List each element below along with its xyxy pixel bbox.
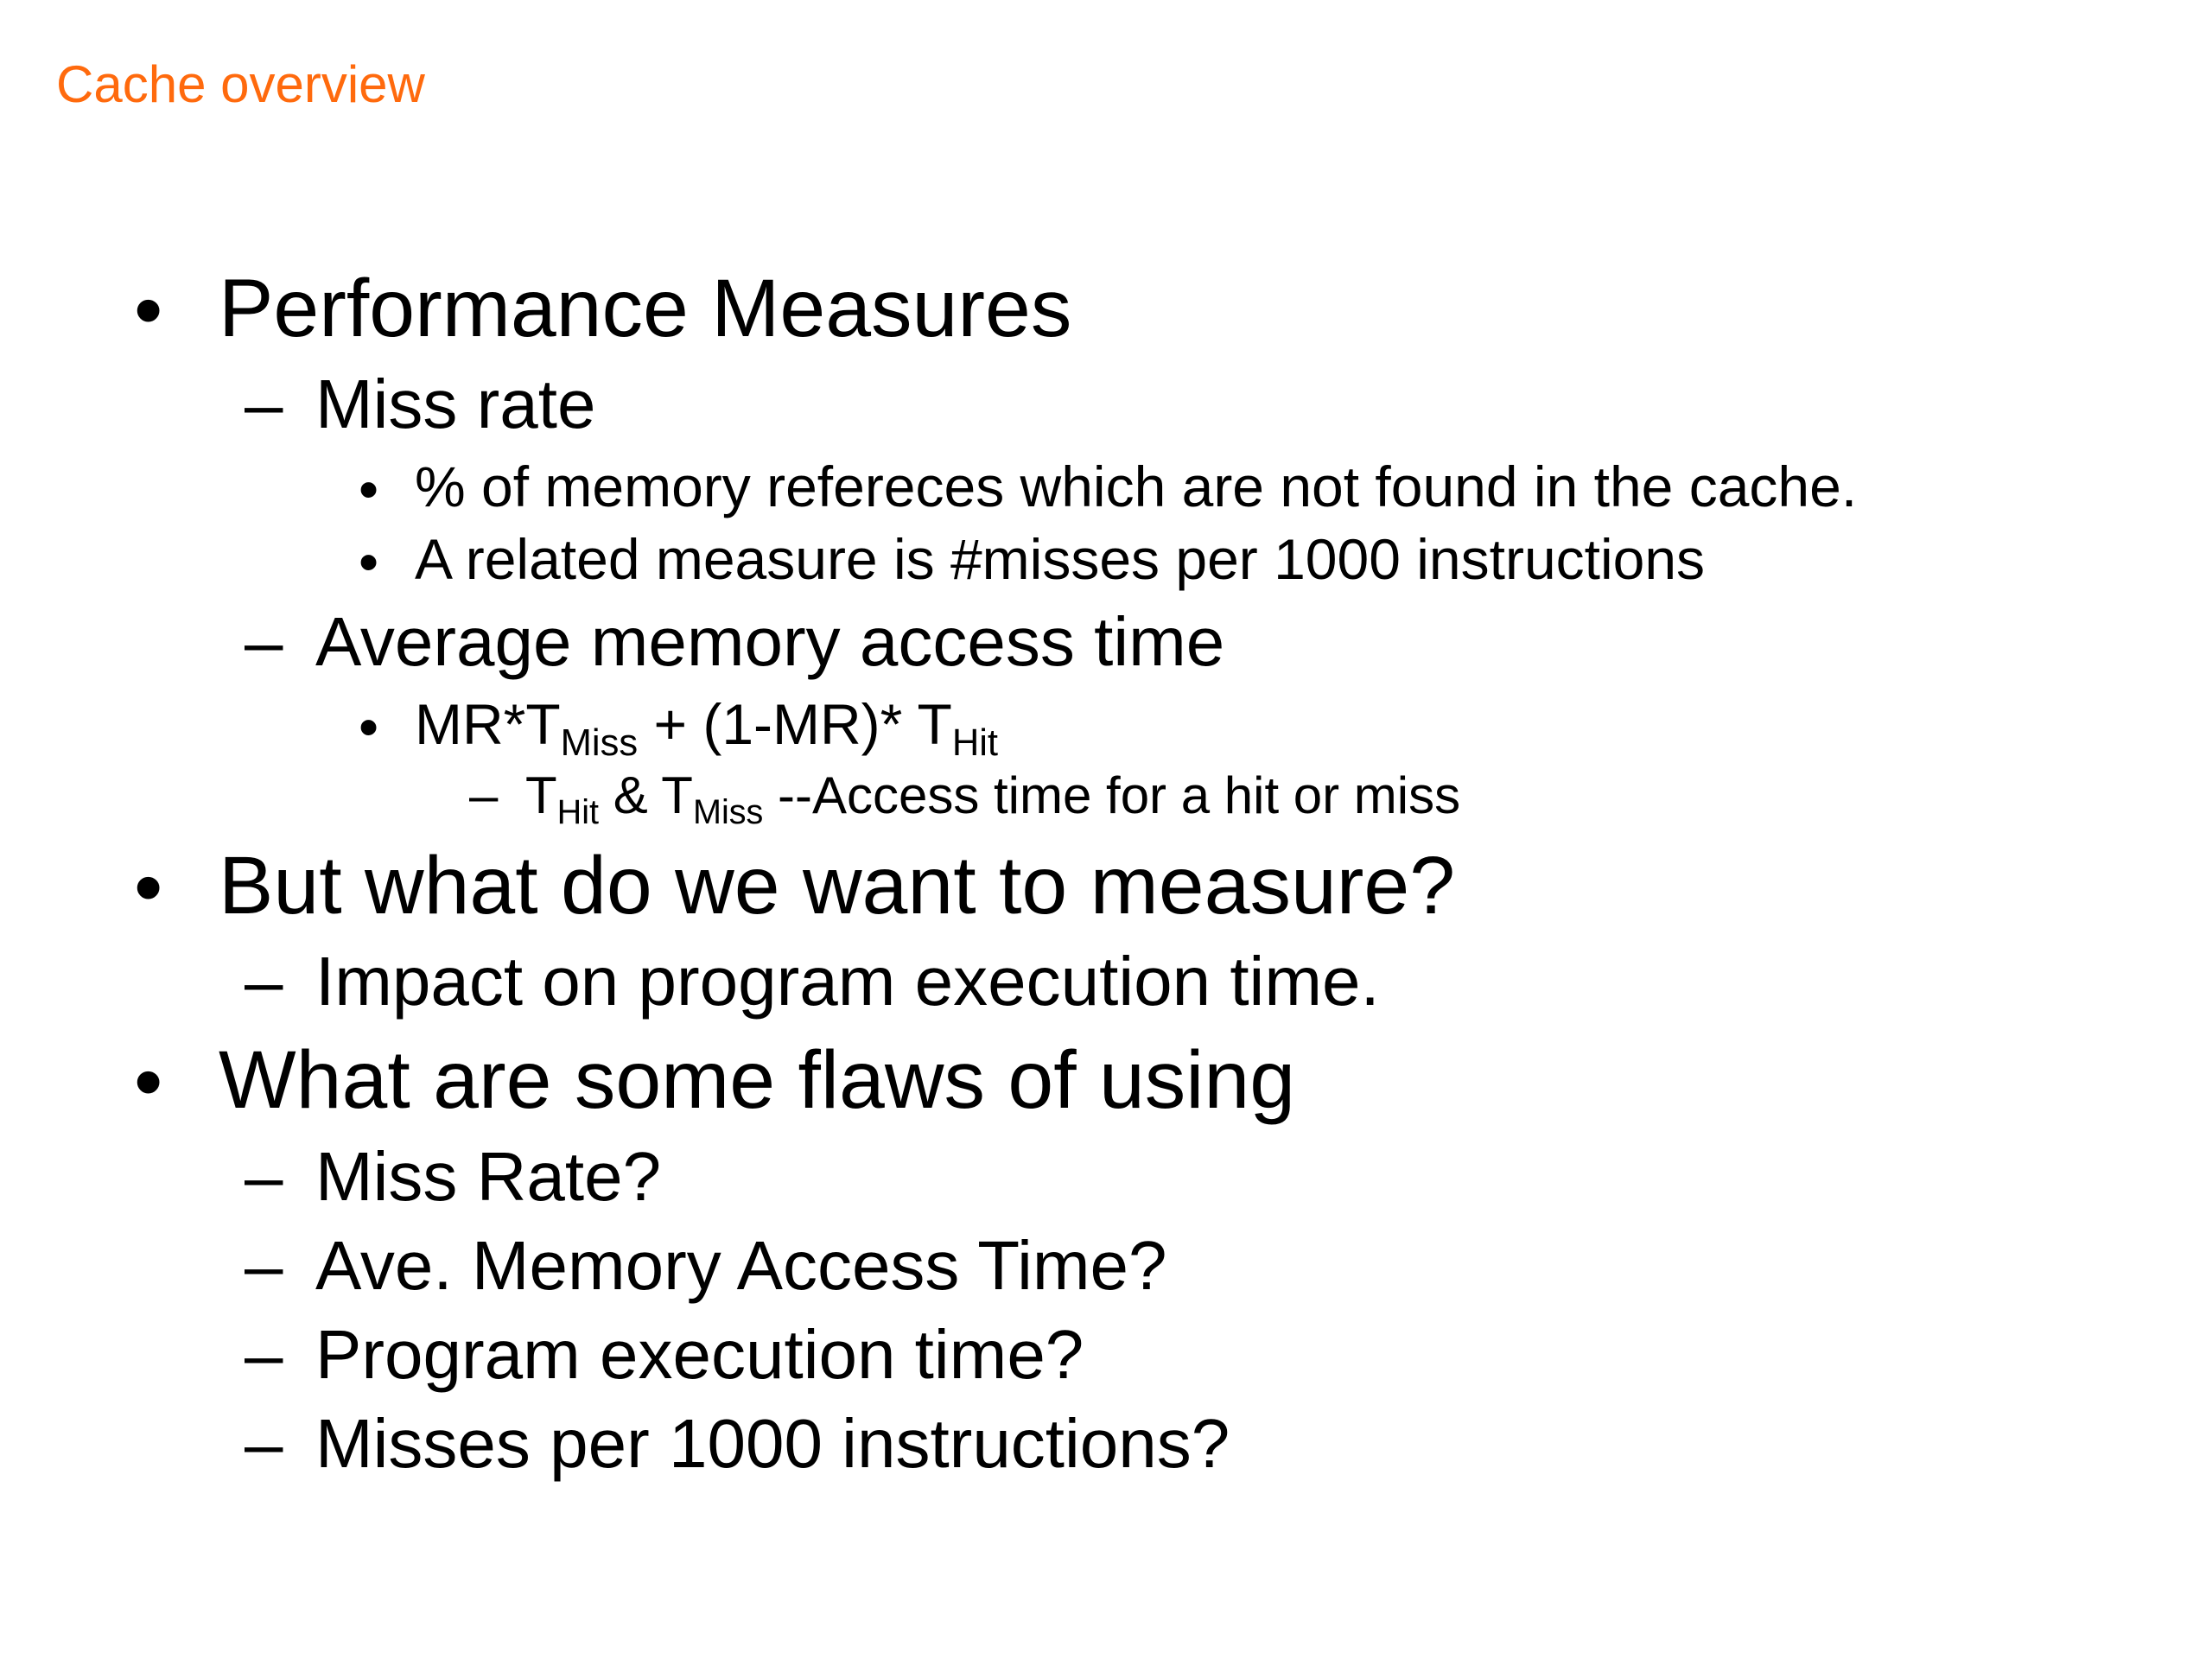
- flaw-item-execution-time: Program execution time?: [315, 1316, 1084, 1393]
- performance-measures-heading: Performance Measures: [219, 263, 1072, 354]
- bullet-marker: •: [359, 695, 379, 759]
- dash-marker: –: [245, 1227, 283, 1304]
- note-t-miss: & T: [599, 766, 693, 824]
- impact-item: Impact on program execution time.: [315, 943, 1380, 1020]
- note-t-hit: T: [525, 766, 557, 824]
- dash-marker: –: [245, 1405, 283, 1482]
- flaw-item-miss-rate: Miss Rate?: [315, 1138, 662, 1215]
- dash-marker: –: [245, 943, 283, 1020]
- related-measure-text: A related measure is #misses per 1000 instructions: [415, 527, 1706, 591]
- bullet-marker: •: [359, 530, 379, 594]
- formula-miss-subscript: Miss: [560, 722, 639, 765]
- hit-miss-note: [525, 766, 1461, 831]
- dash-marker: –: [469, 766, 499, 824]
- bullet-marker: •: [134, 1036, 163, 1128]
- dash-marker: –: [245, 1316, 283, 1393]
- bullet-marker: •: [134, 264, 163, 356]
- note-description: --Access time for a hit or miss: [763, 766, 1461, 824]
- miss-rate-definition: % of memory refereces which are not found in the cache.: [415, 454, 1858, 518]
- bullet-marker: •: [134, 842, 163, 933]
- bullet-marker: •: [359, 457, 379, 521]
- dash-marker: –: [245, 365, 283, 442]
- slide-title: Cache overview: [56, 55, 425, 113]
- flaw-item-amat: Ave. Memory Access Time?: [315, 1227, 1167, 1304]
- miss-rate-item: Miss rate: [315, 365, 596, 442]
- flaws-heading: What are some flaws of using: [219, 1034, 1296, 1126]
- amat-item: Average memory access time: [315, 603, 1225, 680]
- note-miss-subscript: Miss: [692, 792, 764, 831]
- formula-hit-term: + (1-MR)* T: [638, 692, 952, 756]
- dash-marker: –: [245, 603, 283, 680]
- dash-marker: –: [245, 1138, 283, 1215]
- flaw-item-misses-per-1000: Misses per 1000 instructions?: [315, 1405, 1230, 1482]
- formula-mr-term: MR*T: [415, 692, 561, 756]
- note-hit-subscript: Hit: [556, 792, 600, 831]
- formula-hit-subscript: Hit: [951, 722, 999, 765]
- measure-question-heading: But what do we want to measure?: [219, 840, 1456, 931]
- amat-formula: [415, 692, 999, 765]
